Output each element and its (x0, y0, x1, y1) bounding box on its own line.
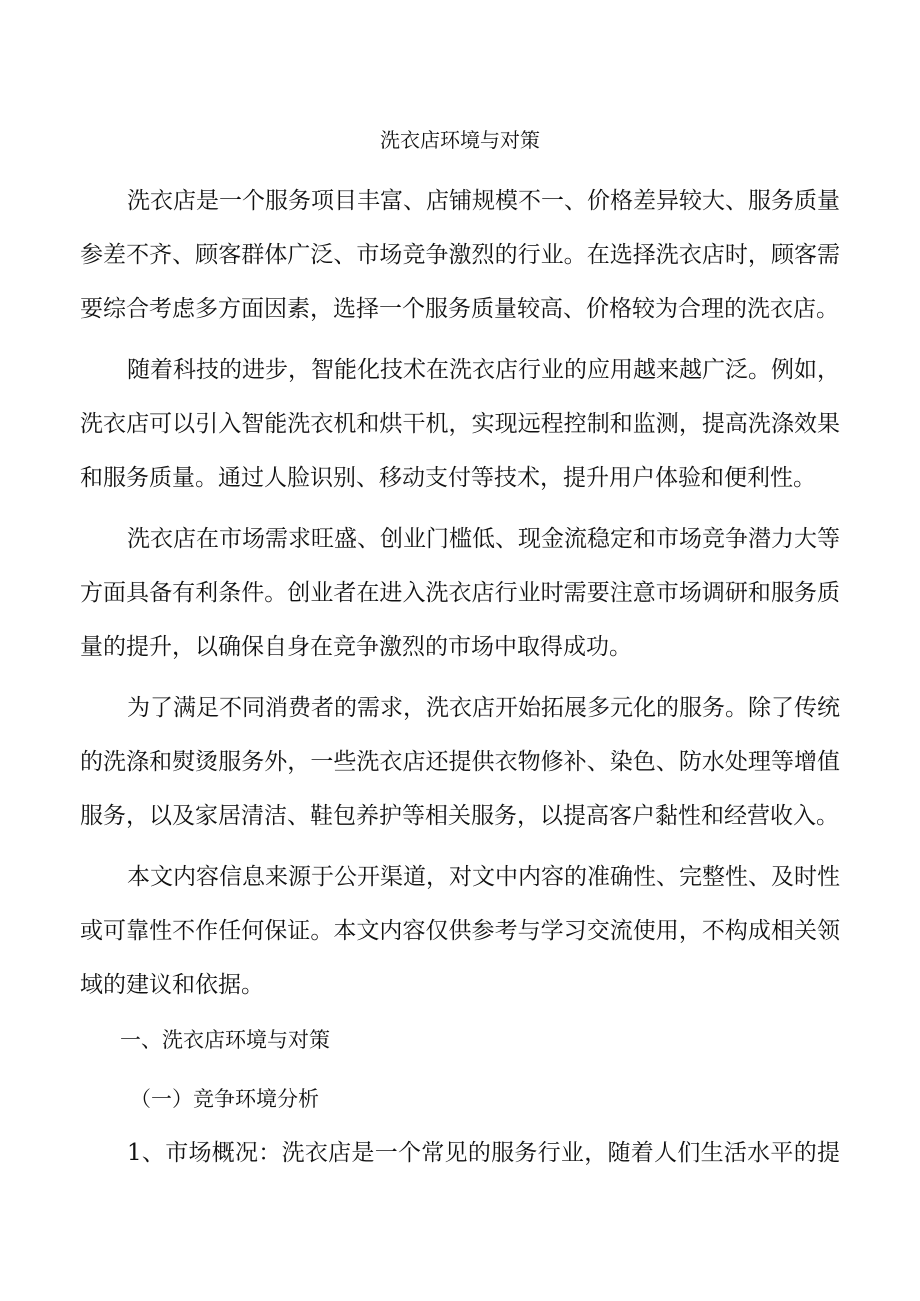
paragraph (80, 681, 840, 843)
paragraph-line: 要综合考虑多方面因素，选择一个服务质量较高、价格较为合理的洗衣店。 (80, 296, 839, 322)
body-paragraphs (80, 174, 840, 1012)
paragraph (80, 850, 840, 1012)
paragraph-line: 洗衣店在市场需求旺盛、创业门槛低、现金流稳定和市场竞争潜力大等 (127, 526, 840, 552)
document-title: 洗衣店环境与对策 (380, 128, 540, 152)
paragraph-line: 参差不齐、顾客群体广泛、市场竞争激烈的行业。在选择洗衣店时，顾客需 (80, 242, 840, 268)
paragraph (80, 512, 840, 674)
section-heading: 一、洗衣店环境与对策 (120, 1028, 330, 1052)
paragraph (80, 343, 840, 505)
paragraph-line: 的洗涤和熨烫服务外，一些洗衣店还提供衣物修补、染色、防水处理等增值 (80, 749, 840, 775)
paragraph-line: 为了满足不同消费者的需求，洗衣店开始拓展多元化的服务。除了传统 (127, 695, 840, 721)
paragraph-line: 本文内容信息来源于公开渠道，对文中内容的准确性、完整性、及时性 (127, 864, 840, 890)
document-page (80, 113, 840, 1180)
paragraph-line: 和服务质量。通过人脸识别、移动支付等技术，提升用户体验和便利性。 (80, 465, 816, 491)
paragraph-line: 随着科技的进步，智能化技术在洗衣店行业的应用越来越广泛。例如， (127, 357, 840, 383)
list-item-market-overview: 1、市场概况：洗衣店是一个常见的服务行业，随着人们生活水平的提 (127, 1140, 840, 1166)
paragraph-line: 服务，以及家居清洁、鞋包养护等相关服务，以提高客户黏性和经营收入。 (80, 803, 839, 829)
paragraph-line: 方面具备有利条件。创业者在进入洗衣店行业时需要注意市场调研和服务质 (80, 580, 840, 606)
paragraph-line: 或可靠性不作任何保证。本文内容仅供参考与学习交流使用，不构成相关领 (80, 918, 840, 944)
paragraph-line: 量的提升，以确保自身在竞争激烈的市场中取得成功。 (80, 634, 632, 660)
paragraph (80, 174, 840, 336)
paragraph-line: 洗衣店是一个服务项目丰富、店铺规模不一、价格差异较大、服务质量 (127, 188, 840, 214)
subsection-heading: （一）竞争环境分析 (130, 1087, 319, 1111)
paragraph-line: 域的建议和依据。 (80, 972, 264, 998)
paragraph-line: 洗衣店可以引入智能洗衣机和烘干机，实现远程控制和监测，提高洗涤效果 (80, 411, 840, 437)
